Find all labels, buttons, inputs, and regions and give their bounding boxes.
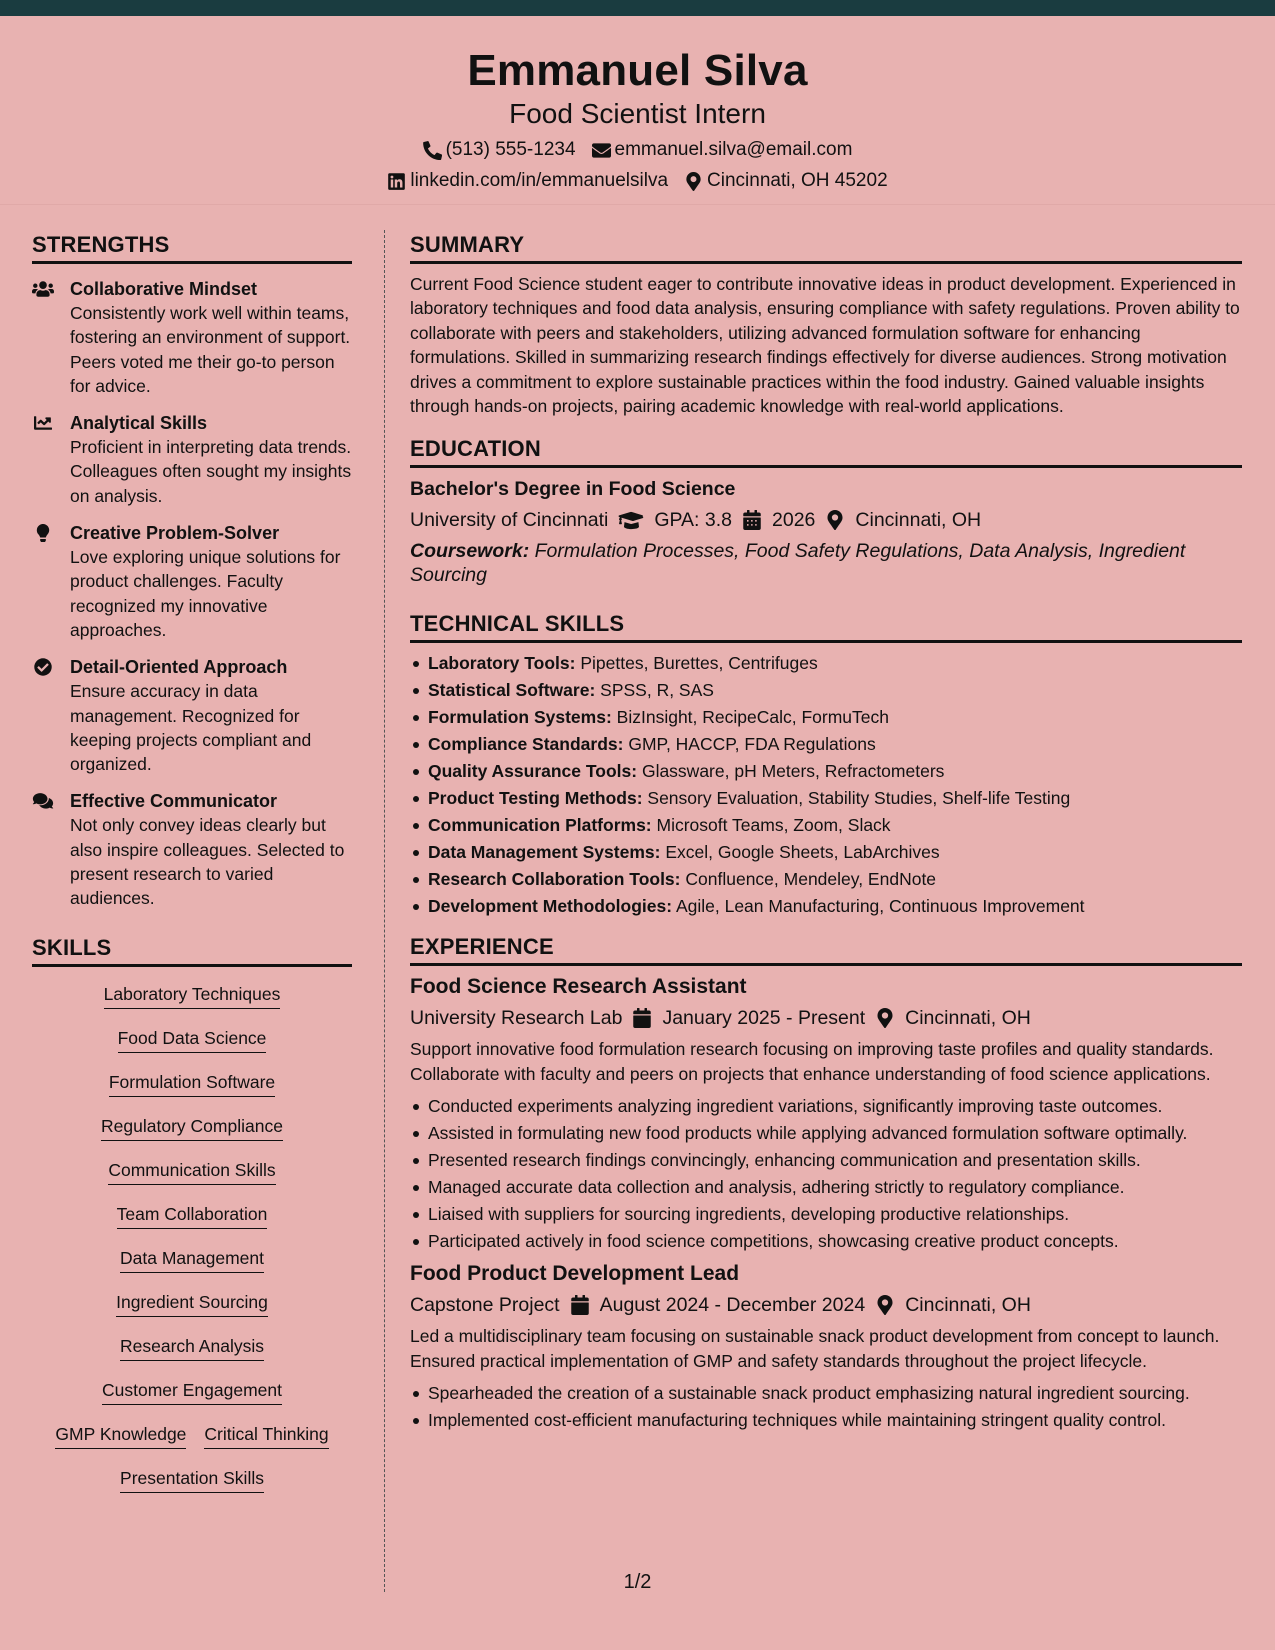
comments-icon <box>32 789 70 910</box>
strength-desc: Proficient in interpreting data trends. Colleagues often sought my insights on analysis. <box>70 437 352 506</box>
list-item: Research Collaboration Tools: Confluence, Mendeley, EndNote <box>410 867 1242 891</box>
skill-tag: Laboratory Techniques <box>104 982 281 1009</box>
experience-title: EXPERIENCE <box>410 932 1242 966</box>
list-item: Communication Platforms: Microsoft Teams, Zoom, Slack <box>410 813 1242 837</box>
strength-title: Collaborative Mindset <box>70 279 258 299</box>
list-item: Assisted in formulating new food products while applying advanced formulation software optimally. <box>410 1121 1242 1145</box>
strength-item <box>32 411 352 508</box>
skill-tag: Data Management <box>120 1246 264 1273</box>
skill-tag: Regulatory Compliance <box>101 1114 283 1141</box>
job-bullets <box>410 1094 1242 1253</box>
education-title: EDUCATION <box>410 434 1242 468</box>
contact-row-1 <box>0 138 1275 162</box>
technical-skills-title: TECHNICAL SKILLS <box>410 609 1242 643</box>
users-icon <box>32 277 70 398</box>
summary-text: Current Food Science student eager to contribute innovative ideas in product development. Experienced in laboratory techniques and food data analysis, ensuring compliance with safety regulations. Proven ability to collaborate with peers and stakeholders, utilizing advanced formulation software for enhancing formulations. Skilled in summarizing research findings effectively for diverse audiences. Strong motivation drives a commitment to explore sustainable practices within the food industry. Gained valuable insights through hands-on projects, pairing academic knowledge with real-world applications. <box>410 274 1240 417</box>
strengths-title: STRENGTHS <box>32 230 352 264</box>
list-item: Data Management Systems: Excel, Google Sheets, LabArchives <box>410 840 1242 864</box>
job-dates: August 2024 - December 2024 <box>599 1294 866 1317</box>
contact-email[interactable] <box>592 138 853 162</box>
strength-desc: Love exploring unique solutions for product challenges. Faculty recognized my innovative approaches. <box>70 547 341 640</box>
skills-title: SKILLS <box>32 933 352 967</box>
job-org: University Research Lab <box>410 1007 623 1030</box>
list-item: Quality Assurance Tools: Glassware, pH Meters, Refractometers <box>410 759 1242 783</box>
strength-title: Detail-Oriented Approach <box>70 657 288 678</box>
list-item: Formulation Systems: BizInsight, RecipeCalc, FormuTech <box>410 705 1242 729</box>
calendar-icon <box>742 510 762 530</box>
strength-desc: Ensure accuracy in data management. Recognized for keeping projects compliant and organized. <box>70 681 312 775</box>
skill-tag: Customer Engagement <box>102 1378 282 1405</box>
job-entry <box>410 1261 1242 1432</box>
location-text: Cincinnati, OH 45202 <box>707 170 888 191</box>
strength-item <box>32 789 352 910</box>
phone-text: (513) 555-1234 <box>445 139 576 160</box>
school-name: University of Cincinnati <box>410 509 609 532</box>
chart-line-icon <box>32 411 70 508</box>
page-number: 1/2 <box>623 1571 652 1593</box>
degree-name: Bachelor's Degree in Food Science <box>410 478 736 501</box>
list-item: Development Methodologies: Agile, Lean Manufacturing, Continuous Improvement <box>410 894 1242 918</box>
strength-item <box>32 655 352 776</box>
skills-section <box>32 933 352 1503</box>
job-bullets <box>410 1381 1242 1432</box>
phone-icon <box>423 141 442 160</box>
education-section <box>410 434 1242 587</box>
strength-item <box>32 521 352 642</box>
strength-desc: Consistently work well within teams, fostering an environment of support. Peers voted me their go-to person for advice. <box>70 303 351 396</box>
job-location: Cincinnati, OH <box>905 1007 1031 1030</box>
job-meta <box>410 1005 1242 1031</box>
education-location: Cincinnati, OH <box>855 509 982 532</box>
graduation-year: 2026 <box>772 509 816 532</box>
strength-item <box>32 277 352 398</box>
technical-skills-section <box>410 609 1242 918</box>
list-item: Managed accurate data collection and analysis, adhering strictly to regulatory compliance. <box>410 1175 1242 1199</box>
job-location: Cincinnati, OH <box>905 1294 1031 1317</box>
gpa-text: GPA: 3.8 <box>654 509 733 532</box>
strength-title: Analytical Skills <box>70 413 208 434</box>
job-org: Capstone Project <box>410 1294 560 1317</box>
skill-tag: Presentation Skills <box>120 1466 264 1493</box>
map-pin-icon <box>684 172 703 191</box>
contact-location <box>684 169 888 193</box>
left-column <box>32 230 352 1503</box>
skill-tag: Food Data Science <box>118 1026 267 1053</box>
envelope-icon <box>592 141 611 160</box>
skill-tag: Research Analysis <box>120 1334 264 1361</box>
list-item: Spearheaded the creation of a sustainable snack product emphasizing natural ingredient sourcing. <box>410 1381 1242 1405</box>
technical-skills-list <box>410 651 1242 918</box>
experience-section <box>410 932 1242 1432</box>
calendar-icon <box>570 1295 590 1315</box>
coursework <box>410 539 1242 587</box>
map-pin-icon <box>825 510 845 530</box>
job-meta <box>410 1292 1242 1318</box>
job-description: Led a multidisciplinary team focusing on sustainable snack product development from concept to launch. Ensured practical implementation of GMP and safety standards throughout the project lifecycle. <box>410 1326 1220 1371</box>
list-item: Implemented cost-efficient manufacturing techniques while maintaining stringent quality control. <box>410 1408 1242 1432</box>
list-item: Product Testing Methods: Sensory Evaluation, Stability Studies, Shelf-life Testing <box>410 786 1242 810</box>
linkedin-icon <box>387 172 406 191</box>
skill-tag: Ingredient Sourcing <box>116 1290 268 1317</box>
job-description: Support innovative food formulation research focusing on improving taste profiles and quality standards. Collaborate with faculty and peers on projects that enhance understanding of food science applications. <box>410 1039 1214 1084</box>
graduation-cap-icon <box>618 510 644 530</box>
map-pin-icon <box>875 1295 895 1315</box>
job-title: Food Product Development Lead <box>410 1262 740 1286</box>
list-item: Laboratory Tools: Pipettes, Burettes, Centrifuges <box>410 651 1242 675</box>
strength-desc: Not only convey ideas clearly but also inspire colleagues. Selected to present research to varied audiences. <box>70 815 345 909</box>
education-meta <box>410 507 1242 533</box>
right-column <box>410 230 1242 1435</box>
list-item: Compliance Standards: GMP, HACCP, FDA Regulations <box>410 732 1242 756</box>
skill-tag: Formulation Software <box>109 1070 275 1097</box>
job-entry <box>410 974 1242 1253</box>
lightbulb-icon <box>32 521 70 642</box>
skill-tag: Critical Thinking <box>204 1422 328 1449</box>
check-circle-icon <box>32 655 70 776</box>
coursework-list: Formulation Processes, Food Safety Regulations, Data Analysis, Ingredient Sourcing <box>410 540 1186 587</box>
coursework-label: Coursework: <box>410 540 530 563</box>
top-bar <box>0 0 1275 16</box>
contact-phone <box>423 138 576 162</box>
list-item: Conducted experiments analyzing ingredient variations, significantly improving taste outcomes. <box>410 1094 1242 1118</box>
linkedin-text: linkedin.com/in/emmanuelsilva <box>410 170 669 191</box>
candidate-role: Food Scientist Intern <box>509 98 766 129</box>
summary-title: SUMMARY <box>410 230 1242 264</box>
job-dates: January 2025 - Present <box>662 1007 866 1030</box>
skill-tag: Communication Skills <box>108 1158 275 1185</box>
email-text: emmanuel.silva@email.com <box>614 139 853 160</box>
list-item: Participated actively in food science competitions, showcasing creative product concepts. <box>410 1229 1242 1253</box>
list-item: Liaised with suppliers for sourcing ingredients, developing productive relationships. <box>410 1202 1242 1226</box>
candidate-name: Emmanuel Silva <box>467 46 808 95</box>
column-divider <box>384 230 385 1592</box>
strength-title: Creative Problem-Solver <box>70 523 280 544</box>
contact-linkedin[interactable] <box>387 169 668 193</box>
resume-header <box>0 16 1275 205</box>
skill-list <box>32 975 352 1503</box>
job-title: Food Science Research Assistant <box>410 975 747 999</box>
strength-title: Effective Communicator <box>70 791 278 812</box>
list-item: Presented research findings convincingly, enhancing communication and presentation skills. <box>410 1148 1242 1172</box>
calendar-icon <box>632 1008 652 1028</box>
skill-tag: GMP Knowledge <box>55 1422 186 1449</box>
list-item: Statistical Software: SPSS, R, SAS <box>410 678 1242 702</box>
contact-row-2 <box>0 169 1275 193</box>
map-pin-icon <box>875 1008 895 1028</box>
skill-tag: Team Collaboration <box>117 1202 268 1229</box>
